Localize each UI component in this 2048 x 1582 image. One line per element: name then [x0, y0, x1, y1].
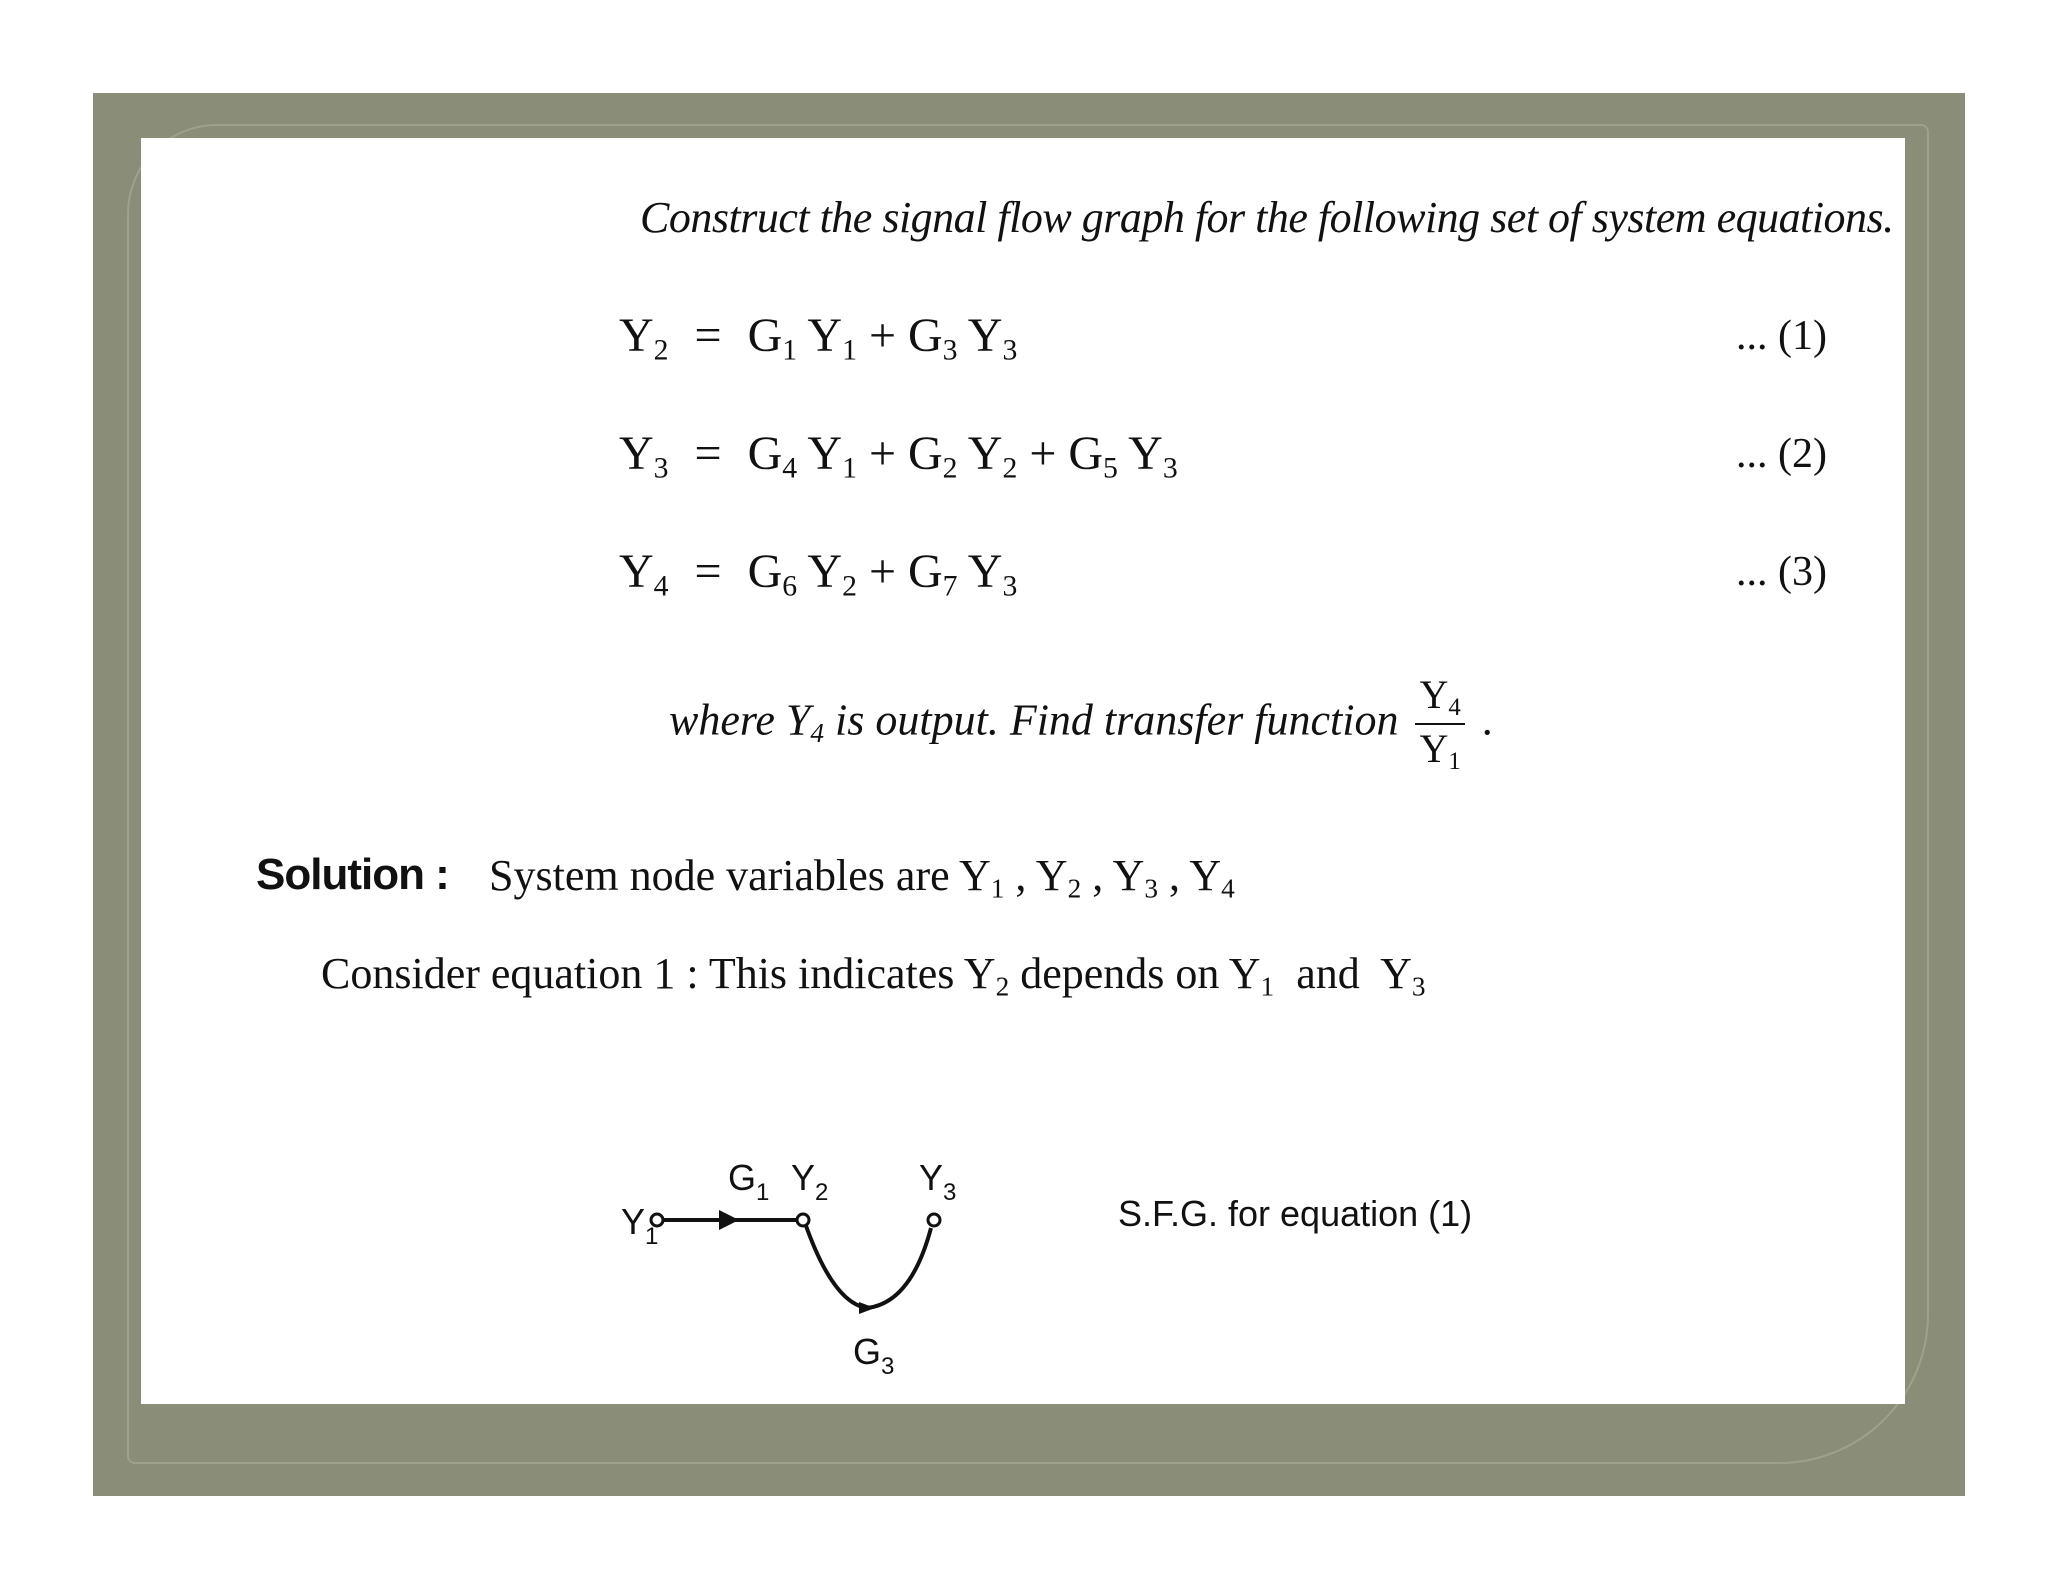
signal-flow-graph — [621, 1108, 1481, 1378]
equation-number-1: ... (1) — [1736, 313, 1827, 359]
transfer-function-fraction: $\frac{Y_4}{Y_1}$ — [1415, 673, 1464, 775]
equation-1: $Y_2 = G_1$ $Y_1 + G_3$ $Y_3$ — [619, 309, 1018, 367]
node-y3 — [928, 1214, 940, 1226]
equation-2: $Y_3 = G_4$ $Y_1 + G_2$ $Y_2 + G_5$ $Y_3$ — [619, 427, 1178, 485]
output-note: where $Y_4$ is output. Find transfer function $\frac{Y_4}{Y_1}$ . — [669, 672, 1493, 776]
consider-equation-1: Consider equation 1 : This indicates $Y_2$ depends on $Y_1$ and $Y_3$ — [321, 949, 1426, 1002]
sfg-caption: S.F.G. for equation (1) — [1118, 1193, 1473, 1234]
slide-content — [141, 138, 1905, 1404]
branch-g3-curve — [805, 1223, 931, 1308]
problem-statement: Construct the signal flow graph for the following set of system equations. — [640, 193, 1894, 242]
solution-label: Solution : — [256, 850, 449, 899]
node-y2-label: $Y_2$ — [791, 1157, 829, 1206]
branch-g3-label: $G_3$ — [853, 1331, 895, 1378]
branch-g1-label: $G_1$ — [728, 1157, 770, 1206]
node-y1-label: $Y_1$ — [621, 1201, 659, 1250]
node-y2 — [797, 1214, 809, 1226]
node-y3-label: $Y_3$ — [919, 1157, 957, 1206]
solution-node-variables: System node variables are $Y_1$ , $Y_2$ , $Y_3$ , $Y_4$ — [489, 851, 1235, 904]
equation-number-2: ... (2) — [1736, 431, 1827, 477]
equation-3: $Y_4 = G_6$ $Y_2 + G_7$ $Y_3$ — [619, 545, 1018, 603]
branch-g3-arrow — [859, 1302, 875, 1314]
equation-number-3: ... (3) — [1736, 549, 1827, 595]
